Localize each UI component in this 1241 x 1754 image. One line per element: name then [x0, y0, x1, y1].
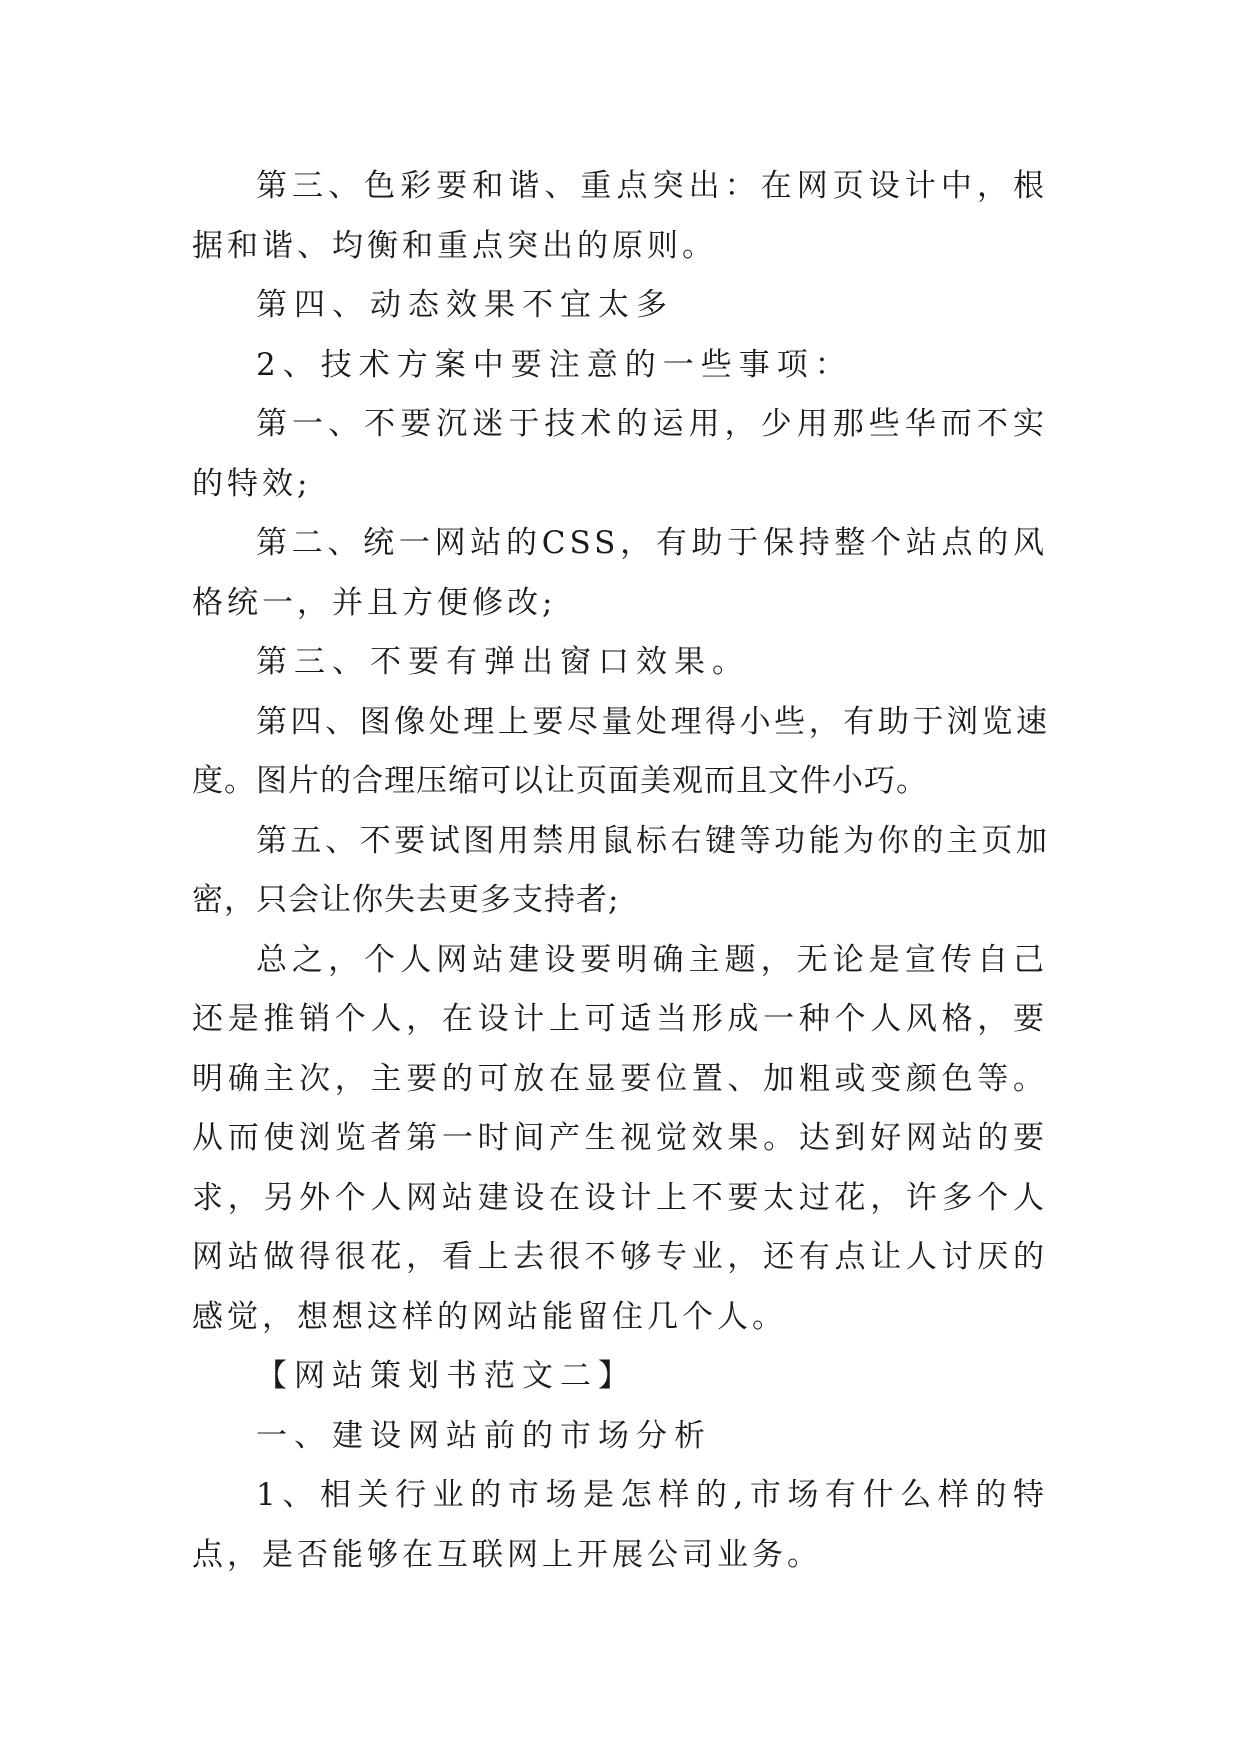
document-body	[192, 157, 1048, 1585]
paragraph-dynamic-effects: 第四、动态效果不宜太多	[256, 287, 674, 323]
paragraph-summary: 总之，个人网站建设要明确主题，无论是宣传自己还是推销个人，在设计上可适当形成一种个人风格，要明确主次，主要的可放在显要位置、加粗或变颜色等。从而使浏览者第一时间产生视觉效果。达到好网站的要求，另外个人网站建设在设计上不要太过花，许多个人网站做得很花，看上去很不够专业，还有点让人讨厌的感觉，想想这样的网站能留住几个人。	[192, 941, 1048, 1335]
paragraph-no-popups: 第三、不要有弹出窗口效果。	[256, 644, 750, 680]
paragraph-image-processing: 第四、图像处理上要尽量处理得小些，有助于浏览速度。图片的合理压缩可以让页面美观而且文件小巧。	[192, 703, 1048, 799]
paragraph-no-right-click-block: 第五、不要试图用禁用鼠标右键等功能为你的主页加密，只会让你失去更多支持者;	[192, 822, 1048, 918]
paragraph-technical-notes-heading: 2、技术方案中要注意的一些事项：	[256, 346, 853, 383]
paragraph-industry-market: 1、相关行业的市场是怎样的,市场有什么样的特点，是否能够在互联网上开展公司业务。	[192, 1477, 1048, 1573]
section-heading-market-analysis: 一、建设网站前的市场分析	[256, 1417, 712, 1454]
paragraph-no-tech-obsession: 第一、不要沉迷于技术的运用，少用那些华而不实的特效;	[192, 406, 1048, 502]
section-heading-sample-two: 【网站策划书范文二】	[256, 1358, 636, 1394]
paragraph-unified-css: 第二、统一网站的CSS，有助于保持整个站点的风格统一，并且方便修改;	[192, 525, 1048, 621]
paragraph-color-harmony: 第三、色彩要和谐、重点突出：在网页设计中，根据和谐、均衡和重点突出的原则。	[192, 168, 1048, 264]
